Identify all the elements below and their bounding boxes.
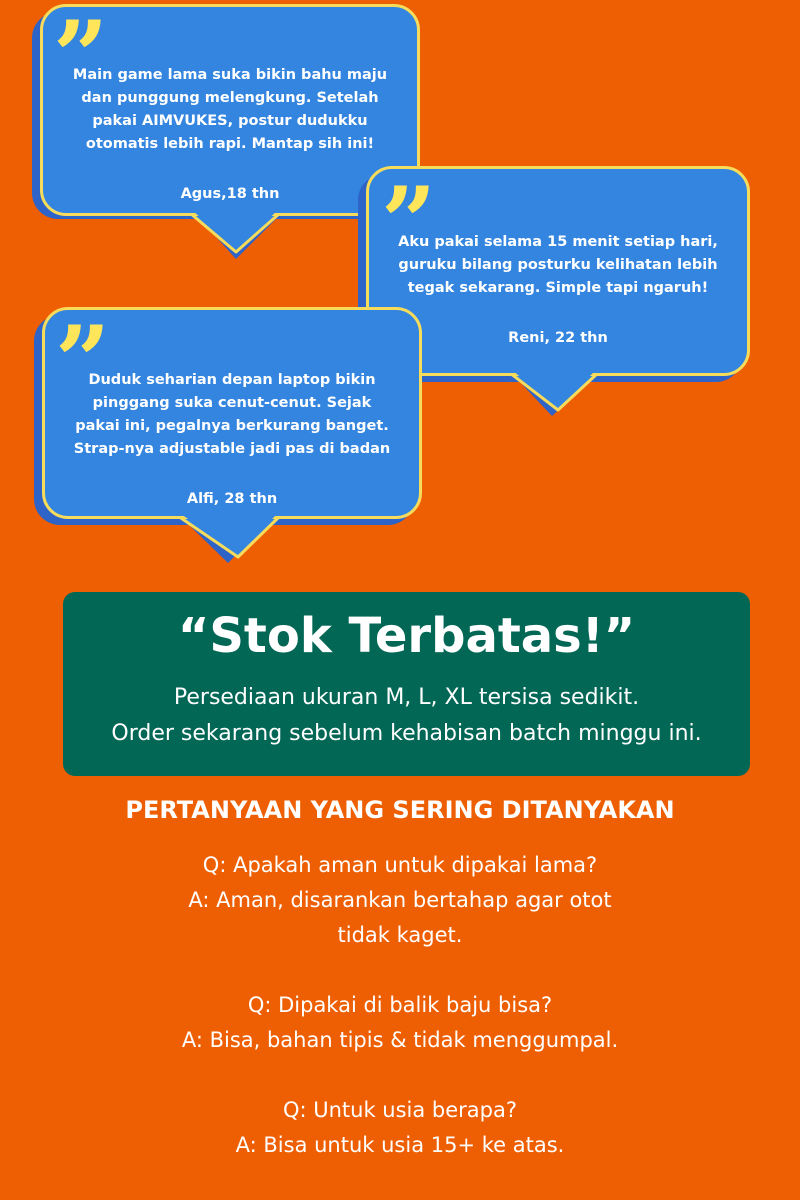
limited-stock-banner [63,592,750,776]
stock-title: “Stok Terbatas!” [177,608,636,664]
testimonial-line: guruku bilang posturku kelihatan lebih [398,257,718,273]
faq-item [0,848,800,953]
testimonial-line: pakai ini, pegalnya berkurang banget. [75,418,389,434]
faq-item [0,988,800,1058]
faq-question: Q: Apakah aman untuk dipakai lama? [202,853,598,877]
faq-list [0,848,800,1198]
stock-line: Order sekarang sebelum kehabisan batch minggu ini. [111,721,702,746]
bubble-tail-cover [42,307,426,569]
testimonial-line: Main game lama suka bikin bahu maju [72,67,388,83]
faq-answer: A: Bisa untuk usia 15+ ke atas. [235,1133,565,1157]
testimonial-line: Duduk seharian depan laptop bikin [88,372,376,388]
quote-icon: ” [55,305,105,418]
testimonial-line: pakai AIMVUKES, postur dudukku [92,113,368,129]
testimonial-bubble-alfi [42,307,426,569]
testimonial-line: Aku pakai selama 15 menit setiap hari, [398,234,718,250]
faq-answer-continued: tidak kaget. [337,923,463,947]
stock-description [63,680,750,752]
faq-title: PERTANYAAN YANG SERING DITANYAKAN [125,796,675,824]
testimonial-line: pinggang suka cenut-cenut. Sejak [92,395,372,411]
testimonial-author: Reni, 22 thn [508,330,608,346]
testimonial-author: Alfi, 28 thn [186,491,278,507]
faq-answer: A: Aman, disarankan bertahap agar otot [188,888,612,912]
testimonial-line: Strap-nya adjustable jadi pas di badan [73,441,391,457]
faq-question: Q: Untuk usia berapa? [282,1098,518,1122]
quote-icon: ” [381,166,431,279]
quote-icon: ” [53,0,103,113]
faq-item [0,1093,800,1163]
testimonial-line: dan punggung melengkung. Setelah [81,90,379,106]
faq-question: Q: Dipakai di balik baju bisa? [247,993,553,1017]
testimonial-line: tegak sekarang. Simple tapi ngaruh! [407,280,709,296]
faq-answer: A: Bisa, bahan tipis & tidak menggumpal. [181,1028,619,1052]
stock-line: Persediaan ukuran M, L, XL tersisa sedikit. [173,685,640,710]
testimonial-author: Agus,18 thn [180,186,280,202]
testimonial-line: otomatis lebih rapi. Mantap sih ini! [85,136,375,152]
